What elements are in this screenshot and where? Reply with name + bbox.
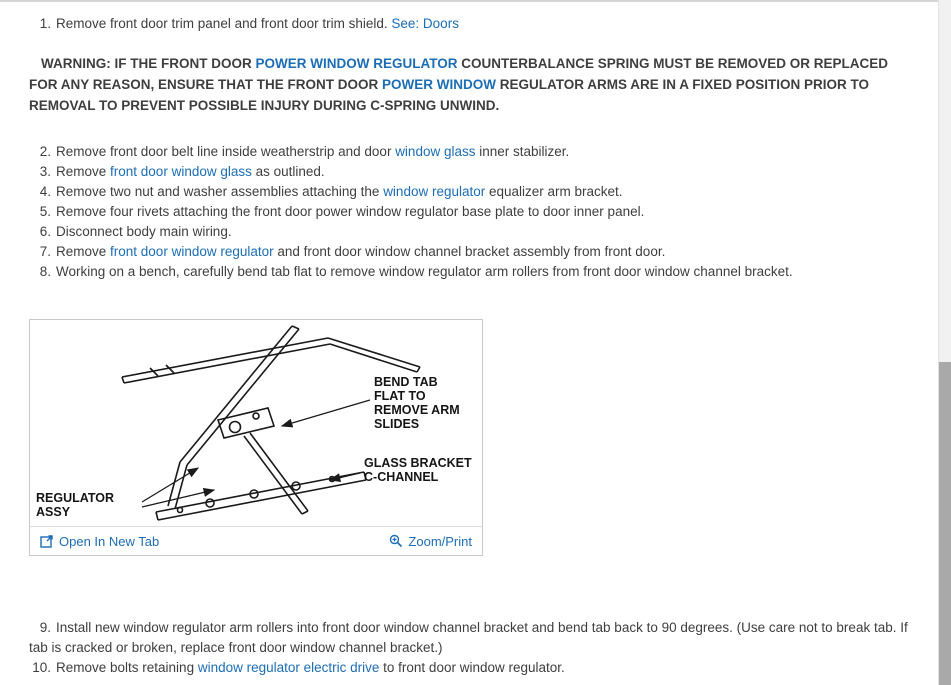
step-number: 7. — [39, 244, 51, 259]
top-divider — [0, 0, 951, 2]
step-item — [29, 658, 914, 678]
text-run: Remove front door trim panel and front door trim shield. — [56, 16, 392, 31]
text-run: COUNTERBALANCE SPRING MUST BE REMOVED OR REPLACED FOR ANY REASON, ENSURE THAT THE FRONT DOOR — [29, 56, 889, 92]
diagram-figure — [29, 319, 483, 556]
inline-link[interactable]: POWER WINDOW — [382, 77, 497, 92]
step-number: 6. — [39, 224, 51, 239]
step-number: 2. — [39, 144, 51, 159]
document-content — [29, 14, 914, 678]
inline-link[interactable]: window regulator — [383, 184, 486, 199]
diagram-label-glass-bracket-line1: GLASS BRACKET — [364, 456, 472, 470]
zoom-icon — [389, 534, 403, 548]
text-run: Remove — [56, 164, 111, 179]
step-item — [29, 262, 914, 282]
text-run: Remove — [56, 244, 111, 259]
step-list-main — [29, 142, 914, 282]
step-number: 10. — [32, 660, 51, 675]
step-number: 4. — [39, 184, 51, 199]
step-item — [29, 618, 914, 658]
text-run: Remove two nut and washer assemblies attaching the — [56, 184, 384, 199]
diagram-label-bend-tab-line2: FLAT TO — [374, 389, 426, 403]
text-run: Install new window regulator arm rollers into front door window channel bracket and bend tab back to 90 degrees. (Use care not to break tab. If tab is cracked or broken, replace front door window channel bracket.) — [29, 620, 908, 655]
step-item — [29, 222, 914, 242]
inline-link[interactable]: front door window glass — [110, 164, 252, 179]
diagram-label-bend-tab-line3: REMOVE ARM — [374, 403, 460, 417]
inline-link[interactable]: front door window regulator — [110, 244, 274, 259]
zoom-print-label: Zoom/Print — [408, 533, 472, 549]
diagram-label-bend-tab-line4: SLIDES — [374, 417, 420, 431]
warning-paragraph — [29, 53, 914, 116]
step-list-bottom — [29, 618, 914, 678]
diagram-label-bend-tab-line1: BEND TAB — [374, 375, 438, 389]
scrollbar-thumb[interactable] — [939, 362, 951, 685]
text-run: Remove four rivets attaching the front door power window regulator base plate to door inner panel. — [56, 204, 645, 219]
text-run: Remove front door belt line inside weatherstrip and door — [56, 144, 396, 159]
step-list-intro — [29, 14, 914, 34]
diagram-label-regulator-line2: ASSY — [36, 505, 71, 519]
text-run: REGULATOR ARMS ARE IN A FIXED POSITION PRIOR TO REMOVAL TO PREVENT POSSIBLE INJURY DURING C-SPRING UNWIND. — [29, 77, 870, 113]
step-item — [29, 142, 914, 162]
step-number: 3. — [39, 164, 51, 179]
inline-link[interactable]: See: Doors — [391, 16, 459, 31]
step-item — [29, 202, 914, 222]
text-run: equalizer arm bracket. — [485, 184, 623, 199]
inline-link[interactable]: window regulator electric drive — [197, 660, 380, 675]
text-run: WARNING: IF THE FRONT DOOR — [41, 56, 256, 71]
step-number: 1. — [39, 16, 51, 31]
text-run: inner stabilizer. — [475, 144, 570, 159]
vertical-scrollbar[interactable] — [938, 0, 951, 685]
diagram-label-glass-bracket-line2: C-CHANNEL — [364, 470, 439, 484]
inline-link[interactable]: POWER WINDOW REGULATOR — [255, 56, 458, 71]
text-run: to front door window regulator. — [379, 660, 565, 675]
window-regulator-diagram — [30, 320, 480, 526]
zoom-print-link[interactable] — [389, 534, 472, 549]
step-item — [29, 182, 914, 202]
inline-link[interactable]: window glass — [395, 144, 476, 159]
text-run: Working on a bench, carefully bend tab flat to remove window regulator arm rollers from front door window channel bracket. — [56, 264, 793, 279]
text-run: and front door window channel bracket assembly from front door. — [273, 244, 666, 259]
text-run: Disconnect body main wiring. — [56, 224, 232, 239]
text-run: as outlined. — [251, 164, 325, 179]
figure-footer — [30, 526, 482, 555]
text-run: Remove bolts retaining — [56, 660, 198, 675]
step-number: 8. — [39, 264, 51, 279]
step-item — [29, 162, 914, 182]
open-in-new-tab-label: Open In New Tab — [59, 533, 160, 549]
step-number: 9. — [39, 620, 51, 635]
open-in-new-tab-link[interactable] — [40, 534, 159, 549]
diagram-label-regulator-line1: REGULATOR — [36, 491, 115, 505]
open-in-new-tab-icon — [40, 534, 54, 548]
step-item — [29, 14, 914, 34]
step-item — [29, 242, 914, 262]
step-number: 5. — [39, 204, 51, 219]
